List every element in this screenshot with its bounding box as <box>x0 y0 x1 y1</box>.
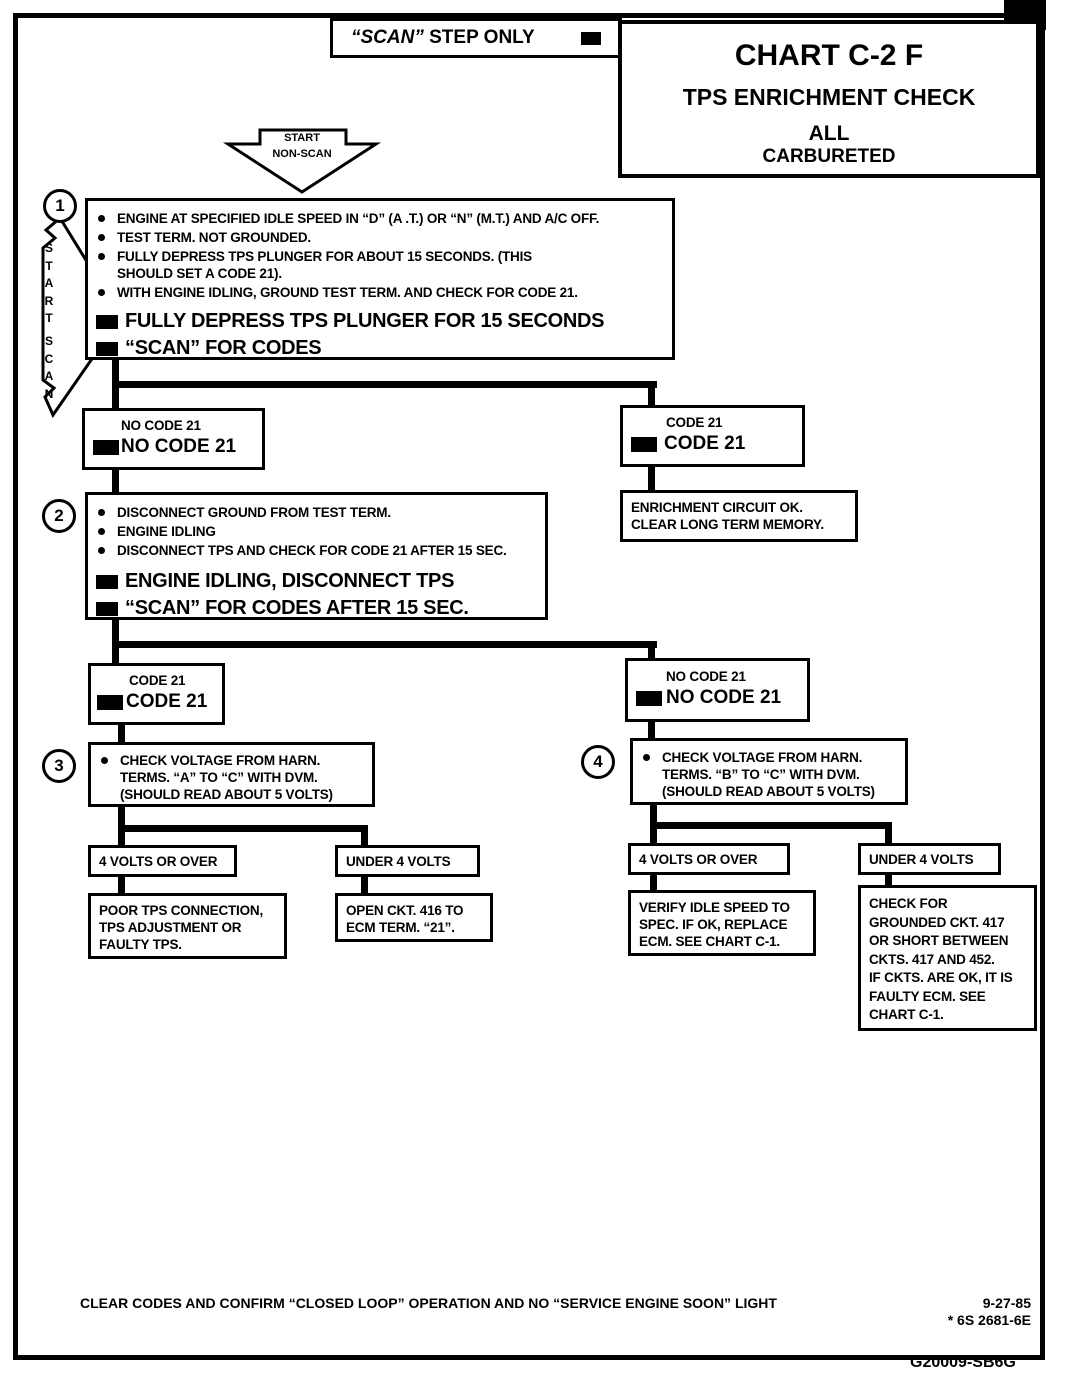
step-2-circle: 2 <box>42 499 76 533</box>
footer-date: 9-27-85 <box>982 1295 1031 1311</box>
no-code-21-small: NO CODE 21 <box>121 418 201 433</box>
chart-scope-carbureted: CARBURETED <box>762 146 896 167</box>
step-2-scan-line: “SCAN” FOR CODES AFTER 15 SEC. <box>125 597 469 619</box>
bullet-icon <box>98 509 105 516</box>
no-code-21-small: NO CODE 21 <box>666 669 746 684</box>
right-under-4v-label-box <box>858 843 1001 875</box>
step-2-bullet: DISCONNECT TPS AND CHECK FOR CODE 21 AFTER 15 SEC. <box>117 543 507 558</box>
step-2-scan-line: ENGINE IDLING, DISCONNECT TPS <box>125 570 455 592</box>
code-21-small: CODE 21 <box>666 415 723 430</box>
enrichment-line: CLEAR LONG TERM MEMORY. <box>631 517 824 532</box>
black-square-icon <box>93 440 119 455</box>
footer-doc-number: * 6S 2681-6E <box>947 1312 1031 1328</box>
open-ckt-line: ECM TERM. “21”. <box>346 920 455 935</box>
verify-idle-line: ECM. SEE CHART C-1. <box>639 934 780 949</box>
code-21-small: CODE 21 <box>129 673 186 688</box>
poor-tps-line: FAULTY TPS. <box>99 937 182 952</box>
chart-title: CHART C-2 F <box>734 39 924 72</box>
footer-note: CLEAR CODES AND CONFIRM “CLOSED LOOP” OPERATION AND NO “SERVICE ENGINE SOON” LIGHT <box>80 1295 777 1311</box>
bullet-icon <box>98 289 105 296</box>
connector <box>118 825 368 832</box>
black-square-icon <box>96 602 118 616</box>
code-21-box-2 <box>88 663 225 725</box>
step-1-bullet: TEST TERM. NOT GROUNDED. <box>117 230 311 245</box>
scan-step-only-label <box>351 27 535 49</box>
step-4-line: TERMS. “B” TO “C” WITH DVM. <box>662 767 860 782</box>
figure-id: G20009-SB6G <box>910 1354 1016 1371</box>
step-3-line: (SHOULD READ ABOUT 5 VOLTS) <box>120 787 333 802</box>
connector <box>112 468 119 494</box>
right-over-4v-label: 4 VOLTS OR OVER <box>639 851 758 867</box>
connector <box>648 465 655 492</box>
step-2-box <box>85 492 548 620</box>
bullet-icon <box>98 547 105 554</box>
bullet-icon <box>101 757 108 764</box>
step-2-bullet: DISCONNECT GROUND FROM TEST TERM. <box>117 505 391 520</box>
connector <box>648 381 655 407</box>
chart-scope-all: ALL <box>808 122 850 145</box>
step-3-line: CHECK VOLTAGE FROM HARN. <box>120 753 321 768</box>
step-only-text: STEP ONLY <box>423 27 535 48</box>
grounded-ckt-box <box>858 885 1037 1031</box>
grounded-ckt-line: OR SHORT BETWEEN <box>869 933 1009 948</box>
step-3-line: TERMS. “A” TO “C” WITH DVM. <box>120 770 318 785</box>
poor-tps-line: TPS ADJUSTMENT OR <box>99 920 242 935</box>
left-under-4v-label: UNDER 4 VOLTS <box>346 853 451 869</box>
connector <box>112 381 119 410</box>
connector <box>118 723 125 744</box>
black-square-icon <box>96 575 118 589</box>
grounded-ckt-line: GROUNDED CKT. 417 <box>869 914 1005 930</box>
open-ckt-line: OPEN CKT. 416 TO <box>346 903 464 918</box>
left-under-4v-label-box <box>335 845 480 877</box>
step-1-circle: 1 <box>43 189 77 223</box>
right-over-4v-label-box <box>628 843 790 875</box>
scan-word: “SCAN” <box>351 27 424 48</box>
connector <box>650 822 892 829</box>
right-under-4v-label: UNDER 4 VOLTS <box>869 851 974 867</box>
verify-idle-line: SPEC. IF OK, REPLACE <box>639 917 788 932</box>
grounded-ckt-line: CKTS. 417 AND 452. <box>869 951 995 967</box>
step-3-text <box>120 752 333 803</box>
no-code-21-box-2 <box>625 658 810 722</box>
connector <box>361 874 368 895</box>
black-square-icon <box>636 691 662 706</box>
footer-refs <box>905 1295 1031 1329</box>
step-4-box <box>630 738 908 805</box>
step-1-scan-line: “SCAN” FOR CODES <box>125 337 322 359</box>
connector <box>118 825 125 847</box>
grounded-ckt-line: CHART C-1. <box>869 1007 944 1022</box>
poor-tps-box <box>88 893 287 959</box>
verify-idle-line: VERIFY IDLE SPEED TO <box>639 900 790 915</box>
connector <box>112 381 657 388</box>
grounded-ckt-line: CHECK FOR <box>869 896 948 911</box>
connector <box>112 641 657 648</box>
connector <box>650 822 657 845</box>
code-21-big: CODE 21 <box>126 691 208 712</box>
start-scan-word-scan: SCAN <box>44 334 54 401</box>
code-21-box-1 <box>620 405 805 467</box>
no-code-21-big: NO CODE 21 <box>121 436 237 457</box>
step-2-bullet: ENGINE IDLING <box>117 524 216 539</box>
left-over-4v-label: 4 VOLTS OR OVER <box>99 853 218 869</box>
poor-tps-line: POOR TPS CONNECTION, <box>99 903 264 918</box>
bullet-icon <box>98 215 105 222</box>
enrichment-ok-box <box>620 490 858 542</box>
connector <box>885 822 892 845</box>
bullet-icon <box>98 528 105 535</box>
connector <box>118 874 125 895</box>
bullet-icon <box>98 253 105 260</box>
step-3-circle: 3 <box>42 749 76 783</box>
grounded-ckt-line: FAULTY ECM. SEE <box>869 988 986 1004</box>
connector <box>361 825 368 847</box>
black-square-icon <box>96 342 118 356</box>
connector <box>112 641 119 665</box>
enrichment-line: ENRICHMENT CIRCUIT OK. <box>631 500 803 515</box>
step-1-bullet: FULLY DEPRESS TPS PLUNGER FOR ABOUT 15 SECONDS. (THIS SHOULD SET A CODE 21). <box>117 249 532 281</box>
step-1-bullet: WITH ENGINE IDLING, GROUND TEST TERM. AND CHECK FOR CODE 21. <box>117 285 578 300</box>
step-4-line: CHECK VOLTAGE FROM HARN. <box>662 750 863 765</box>
step-4-text <box>662 749 875 800</box>
open-ckt-box <box>335 893 493 942</box>
no-code-21-box-1 <box>82 408 265 470</box>
bullet-icon <box>643 754 650 761</box>
bullet-icon <box>98 234 105 241</box>
step-4-circle: 4 <box>581 745 615 779</box>
scan-step-only-box <box>330 18 622 58</box>
step-4-line: (SHOULD READ ABOUT 5 VOLTS) <box>662 784 875 799</box>
grounded-ckt-line: IF CKTS. ARE OK, IT IS <box>869 970 1013 985</box>
step-1-box <box>85 198 675 360</box>
code-21-big: CODE 21 <box>664 433 746 454</box>
step-1-bullet: ENGINE AT SPECIFIED IDLE SPEED IN “D” (A .T.) OR “N” (M.T.) AND A/C OFF. <box>117 211 600 226</box>
start-scan-word-start: START <box>44 241 54 325</box>
black-square-icon <box>581 32 601 45</box>
chart-subtitle: TPS ENRICHMENT CHECK <box>682 84 976 110</box>
black-square-icon <box>631 437 657 452</box>
non-scan-label: NON-SCAN <box>272 148 332 160</box>
connector <box>648 720 655 740</box>
step-3-box <box>88 742 375 807</box>
title-box <box>618 20 1040 178</box>
no-code-21-big: NO CODE 21 <box>666 687 782 708</box>
start-label: START <box>284 132 320 144</box>
black-square-icon <box>97 695 123 710</box>
verify-idle-box <box>628 890 816 956</box>
connector <box>650 872 657 892</box>
black-square-icon <box>96 315 118 329</box>
start-non-scan-label <box>222 132 382 161</box>
left-over-4v-label-box <box>88 845 237 877</box>
step-1-scan-line: FULLY DEPRESS TPS PLUNGER FOR 15 SECONDS <box>125 310 605 332</box>
